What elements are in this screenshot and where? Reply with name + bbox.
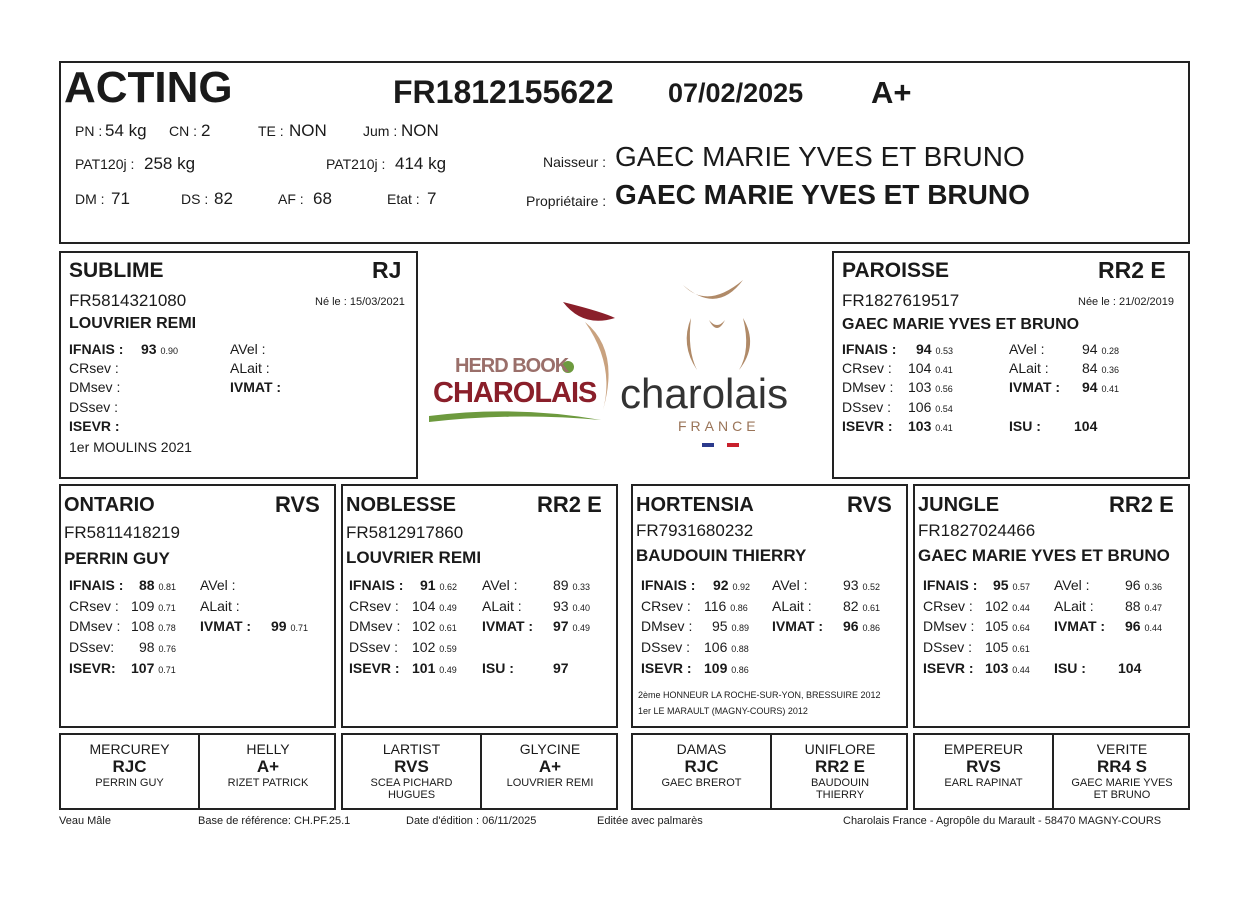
te-label: TE : — [258, 123, 284, 139]
gp-grade: RVS — [275, 492, 320, 517]
gp-ivmat-value: 96 0.44 — [1125, 618, 1162, 634]
dam-owner: GAEC MARIE YVES ET BRUNO — [842, 316, 1080, 333]
dam-ivmat-value: 94 0.41 — [1082, 379, 1119, 395]
gp-grade: RR2 E — [537, 492, 602, 517]
gp-isevr-value: 109 0.86 — [704, 660, 749, 676]
gp-ivmat-label: IVMAT : — [200, 618, 252, 634]
gp-dssev-label: DSsev : — [923, 639, 973, 655]
dam-born: Née le : 21/02/2019 — [1078, 296, 1175, 308]
gp-id: FR5811418219 — [64, 523, 180, 542]
ggp-owner: LOUVRIER REMI — [506, 777, 594, 789]
ggp-grade: A+ — [256, 757, 280, 776]
ggp-name: EMPEREUR — [943, 741, 1024, 757]
gp-ifnais-label: IFNAIS : — [349, 577, 404, 593]
animal-grade: A+ — [871, 75, 912, 110]
sire-palmares: 1er MOULINS 2021 — [69, 439, 192, 455]
dam-crsev-label: CRsev : — [842, 360, 892, 376]
gp-avel-label: AVel : — [1054, 577, 1090, 593]
gp-isevr-label: ISEVR : — [349, 660, 400, 676]
gp-alait-label: ALait : — [482, 598, 522, 614]
gp-dssev-label: DSsev : — [349, 639, 399, 655]
ggp-grade: A+ — [538, 757, 562, 776]
gp-name: NOBLESSE — [346, 494, 457, 516]
ggp-owner: EARL RAPINAT — [944, 777, 1023, 789]
gp-grade: RVS — [847, 492, 892, 517]
gp-ifnais-value: 88 0.81 — [139, 577, 176, 593]
gp-dmsev-label: DMsev : — [349, 618, 401, 634]
gp-dssev-value: 105 0.61 — [985, 639, 1030, 655]
dam-dssev-value: 106 0.54 — [908, 399, 953, 415]
logo-charolais-red: CHAROLAIS — [433, 377, 597, 409]
gp-isu-value: 97 — [553, 660, 569, 676]
gp-id: FR1827024466 — [918, 521, 1036, 540]
gp-avel-value: 89 0.33 — [553, 577, 590, 593]
gp-isevr-label: ISEVR: — [69, 660, 116, 676]
gp-ifnais-value: 92 0.92 — [713, 577, 750, 593]
animal-name: ACTING — [64, 63, 233, 112]
gp-alait-label: ALait : — [200, 598, 240, 614]
dam-name: PAROISSE — [842, 259, 949, 282]
sire-grade: RJ — [372, 257, 402, 283]
gp-ivmat-label: IVMAT : — [1054, 618, 1106, 634]
ggp-name: HELLY — [246, 741, 290, 757]
gp-dssev-label: DSsev : — [641, 639, 691, 655]
dam-ifnais-value: 94 0.53 — [916, 341, 953, 357]
gp-owner: BAUDOUIN THIERRY — [636, 546, 807, 565]
gp-ifnais-value: 95 0.57 — [993, 577, 1030, 593]
ggp-grade: RJC — [112, 757, 147, 776]
gp-isevr-value: 103 0.44 — [985, 660, 1030, 676]
dam-alait-value: 84 0.36 — [1082, 360, 1119, 376]
gp-dssev-value: 106 0.88 — [704, 639, 749, 655]
dam-id: FR1827619517 — [842, 291, 960, 310]
gp-alait-value: 82 0.61 — [843, 598, 880, 614]
sire-ivmat-label: IVMAT : — [230, 379, 282, 395]
gp-crsev-value: 109 0.71 — [131, 598, 176, 614]
ggp-grade: RJC — [684, 757, 719, 776]
gp-isevr-value: 101 0.49 — [412, 660, 457, 676]
cn-value: 2 — [201, 121, 211, 140]
sire-id: FR5814321080 — [69, 291, 187, 310]
gp-ivmat-label: IVMAT : — [772, 618, 824, 634]
ggp-group-3 — [631, 733, 908, 810]
dam-crsev-value: 104 0.41 — [908, 360, 953, 376]
gp-name: JUNGLE — [918, 494, 1000, 516]
logo-charolais: charolais — [620, 370, 789, 417]
pn-value: 54 kg — [105, 121, 147, 140]
cn-label: CN : — [169, 123, 197, 139]
dam-isu-value: 104 — [1074, 418, 1098, 434]
gp-ifnais-value: 91 0.62 — [420, 577, 457, 593]
footer-sex: Veau Mâle — [59, 815, 111, 827]
gp-dmsev-value: 108 0.78 — [131, 618, 176, 634]
logo-herd-book: HERD BOOK — [455, 355, 569, 377]
gp-crsev-label: CRsev : — [641, 598, 691, 614]
ggp-name: DAMAS — [676, 741, 727, 757]
animal-date: 07/02/2025 — [668, 78, 804, 108]
footer-edition: Date d'édition : 06/11/2025 — [406, 815, 537, 827]
dam-avel-label: AVel : — [1009, 341, 1045, 357]
grandparent-box-ontario — [59, 484, 336, 728]
dam-isu-label: ISU : — [1009, 418, 1041, 434]
gp-name: ONTARIO — [64, 494, 155, 516]
gp-alait-value: 88 0.47 — [1125, 598, 1162, 614]
ggp-name: GLYCINE — [519, 741, 581, 757]
sire-ifnais-label: IFNAIS : — [69, 341, 124, 357]
ggp-owner: GAEC MARIE YVES ET BRUNO — [1071, 777, 1173, 801]
gp-isu-value: 104 — [1118, 660, 1142, 676]
animal-header-box — [59, 61, 1190, 244]
ggp-group-1 — [59, 733, 336, 810]
sire-alait-label: ALait : — [230, 360, 270, 376]
gp-palmares-1: 2ème HONNEUR LA ROCHE-SUR-YON, BRESSUIRE 2012 — [638, 690, 881, 700]
sire-name: SUBLIME — [69, 259, 164, 282]
sire-born: Né le : 15/03/2021 — [315, 296, 405, 308]
ggp-name: MERCUREY — [89, 741, 170, 757]
gp-dssev-value: 102 0.59 — [412, 639, 457, 655]
naisseur-value: GAEC MARIE YVES ET BRUNO — [615, 141, 1025, 172]
gp-owner: GAEC MARIE YVES ET BRUNO — [918, 546, 1170, 565]
gp-owner: PERRIN GUY — [64, 549, 170, 568]
gp-palmares-2: 1er LE MARAULT (MAGNY-COURS) 2012 — [638, 706, 808, 716]
gp-dmsev-label: DMsev : — [69, 618, 121, 634]
ggp-name: UNIFLORE — [804, 741, 876, 757]
sire-dmsev-label: DMsev : — [69, 379, 121, 395]
gp-alait-label: ALait : — [1054, 598, 1094, 614]
dam-ifnais-label: IFNAIS : — [842, 341, 897, 357]
gp-dmsev-label: DMsev : — [641, 618, 693, 634]
dam-ivmat-label: IVMAT : — [1009, 379, 1061, 395]
gp-owner: LOUVRIER REMI — [346, 548, 482, 567]
ggp-grade: RR4 S — [1096, 757, 1148, 776]
ggp-cell — [772, 741, 908, 801]
gp-avel-value: 93 0.52 — [843, 577, 880, 593]
te-value: NON — [289, 121, 327, 140]
gp-crsev-label: CRsev : — [923, 598, 973, 614]
gp-avel-label: AVel : — [200, 577, 236, 593]
dam-alait-label: ALait : — [1009, 360, 1049, 376]
sire-isevr-label: ISEVR : — [69, 418, 120, 434]
gp-ifnais-label: IFNAIS : — [641, 577, 696, 593]
gp-isevr-label: ISEVR : — [923, 660, 974, 676]
ggp-cell — [61, 741, 198, 789]
dam-avel-value: 94 0.28 — [1082, 341, 1119, 357]
sire-dssev-label: DSsev : — [69, 399, 119, 415]
ggp-owner: GAEC BREROT — [661, 777, 742, 789]
pn-label: PN : — [75, 123, 103, 139]
grandparent-box-noblesse — [341, 484, 618, 728]
gp-ifnais-label: IFNAIS : — [923, 577, 978, 593]
gp-dssev-label: DSsev: — [69, 639, 115, 655]
gp-isu-label: ISU : — [482, 660, 514, 676]
gp-alait-label: ALait : — [772, 598, 812, 614]
etat-label: Etat : — [387, 191, 420, 207]
gp-id: FR7931680232 — [636, 521, 754, 540]
dam-dmsev-value: 103 0.56 — [908, 379, 953, 395]
gp-crsev-value: 102 0.44 — [985, 598, 1030, 614]
gp-ivmat-value: 99 0.71 — [271, 618, 308, 634]
ggp-owner: PERRIN GUY — [95, 777, 164, 789]
footer-base: Base de référence: CH.PF.25.1 — [198, 815, 351, 827]
ggp-name: LARTIST — [382, 741, 441, 757]
gp-dmsev-value: 102 0.61 — [412, 618, 457, 634]
jum-label: Jum : — [363, 123, 398, 139]
sire-box — [59, 251, 418, 479]
animal-id: FR1812155622 — [393, 74, 614, 110]
ggp-owner: SCEA PICHARD HUGUES — [370, 777, 453, 801]
dam-isevr-value: 103 0.41 — [908, 418, 953, 434]
sire-owner: LOUVRIER REMI — [69, 315, 197, 332]
proprietaire-value: GAEC MARIE YVES ET BRUNO — [615, 179, 1030, 210]
naisseur-label: Naisseur : — [543, 154, 607, 170]
gp-avel-label: AVel : — [482, 577, 518, 593]
ds-label: DS : — [181, 191, 209, 207]
charolais-logo — [425, 270, 825, 460]
gp-crsev-label: CRsev : — [349, 598, 399, 614]
gp-isevr-value: 107 0.71 — [131, 660, 176, 676]
dam-grade: RR2 E — [1098, 257, 1166, 283]
ggp-group-2 — [341, 733, 618, 810]
gp-isevr-label: ISEVR : — [641, 660, 692, 676]
ggp-cell — [343, 741, 480, 801]
pat120-label: PAT120j : — [75, 156, 135, 172]
ggp-owner: RIZET PATRICK — [227, 777, 309, 789]
ggp-cell — [200, 741, 336, 789]
footer-address: Charolais France - Agropôle du Marault - 58470 MAGNY-COURS — [843, 815, 1162, 827]
dm-label: DM : — [75, 191, 105, 207]
sire-ifnais-value: 93 0.90 — [141, 341, 178, 357]
ggp-cell — [633, 741, 770, 789]
gp-dmsev-value: 95 0.89 — [712, 618, 749, 634]
ggp-grade: RVS — [966, 757, 1001, 776]
gp-crsev-value: 104 0.49 — [412, 598, 457, 614]
etat-value: 7 — [427, 189, 437, 208]
sire-crsev-label: CRsev : — [69, 360, 119, 376]
ggp-owner: BAUDOUIN THIERRY — [810, 777, 870, 801]
pat120-value: 258 kg — [144, 154, 196, 173]
gp-ifnais-label: IFNAIS : — [69, 577, 124, 593]
gp-ivmat-value: 97 0.49 — [553, 618, 590, 634]
ggp-grade: RR2 E — [814, 757, 866, 776]
pat210-label: PAT210j : — [326, 156, 386, 172]
dam-isevr-label: ISEVR : — [842, 418, 893, 434]
af-label: AF : — [278, 191, 304, 207]
sire-avel-label: AVel : — [230, 341, 266, 357]
gp-ivmat-label: IVMAT : — [482, 618, 534, 634]
gp-ivmat-value: 96 0.86 — [843, 618, 880, 634]
logo-france: FRANCE — [678, 418, 760, 434]
ggp-cell — [1054, 741, 1190, 801]
gp-isu-label: ISU : — [1054, 660, 1086, 676]
grandparent-box-jungle — [913, 484, 1190, 728]
gp-id: FR5812917860 — [346, 523, 464, 542]
gp-name: HORTENSIA — [636, 494, 754, 516]
proprietaire-label: Propriétaire : — [526, 193, 607, 209]
gp-avel-value: 96 0.36 — [1125, 577, 1162, 593]
grandparent-box-hortensia — [631, 484, 908, 728]
dam-dmsev-label: DMsev : — [842, 379, 894, 395]
jum-value: NON — [401, 121, 439, 140]
dam-box — [832, 251, 1190, 479]
dam-dssev-label: DSsev : — [842, 399, 892, 415]
pat210-value: 414 kg — [395, 154, 447, 173]
gp-grade: RR2 E — [1109, 492, 1174, 517]
gp-dssev-value: 98 0.76 — [139, 639, 176, 655]
gp-alait-value: 93 0.40 — [553, 598, 590, 614]
gp-dmsev-label: DMsev : — [923, 618, 975, 634]
ggp-group-4 — [913, 733, 1190, 810]
gp-crsev-label: CRsev : — [69, 598, 119, 614]
gp-dmsev-value: 105 0.64 — [985, 618, 1030, 634]
ggp-grade: RVS — [394, 757, 429, 776]
gp-avel-label: AVel : — [772, 577, 808, 593]
gp-crsev-value: 116 0.86 — [704, 598, 748, 614]
ds-value: 82 — [214, 189, 233, 208]
ggp-name: VERITE — [1096, 741, 1148, 757]
af-value: 68 — [313, 189, 332, 208]
ggp-cell — [482, 741, 618, 789]
dm-value: 71 — [111, 189, 130, 208]
ggp-cell — [915, 741, 1052, 789]
footer-palmares: Editée avec palmarès — [597, 815, 703, 827]
